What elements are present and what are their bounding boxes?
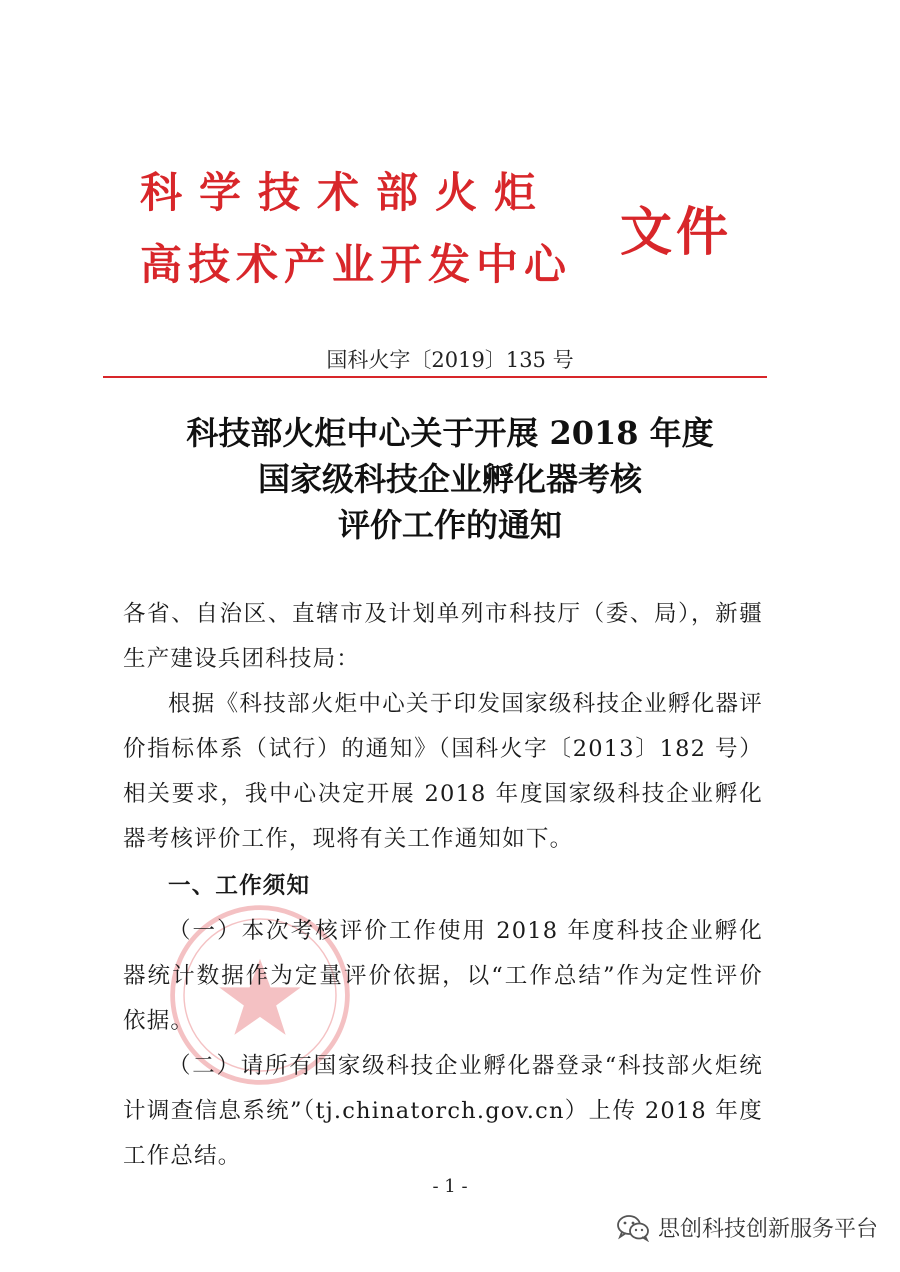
document-title [0, 410, 900, 548]
paragraph-basis: 根据《科技部火炬中心关于印发国家级科技企业孵化器评价指标体系（试行）的通知》（国科火字〔2013〕182 号）相关要求，我中心决定开展 2018 年度国家级科技企业孵化器考核评价工作，现将有关工作通知如下。 [123, 691, 763, 852]
document-body [123, 592, 763, 1179]
item-two: （二）请所有国家级科技企业孵化器登录“科技部火炬统计调查信息系统”（tj.chinatorch.gov.cn）上传 2018 年度工作总结。 [123, 1053, 763, 1169]
page-number: - 1 - [432, 1176, 468, 1197]
wechat-watermark [616, 1212, 878, 1243]
organization-line-1: 科学技术部火炬 [140, 168, 554, 217]
title-line-2: 国家级科技企业孵化器考核 [257, 460, 642, 498]
organization-line-2: 高技术产业开发中心 [140, 240, 573, 289]
title-line-3: 评价工作的通知 [337, 506, 562, 544]
title-line-1: 科技部火炬中心关于开展 2018 年度 [186, 414, 714, 452]
watermark-text: 思创科技创新服务平台 [657, 1217, 878, 1242]
wechat-icon [616, 1214, 650, 1242]
issuing-organization [140, 165, 600, 293]
document-number: 国科火字〔2019〕135 号 [326, 348, 574, 372]
item-one: （一）本次考核评价工作使用 2018 年度科技企业孵化器统计数据作为定量评价依据，以“工作总结”作为定性评价依据。 [123, 918, 763, 1034]
salutation: 各省、自治区、直辖市及计划单列市科技厅（委、局），新疆生产建设兵团科技局： [123, 601, 763, 672]
red-divider-line [103, 376, 767, 378]
document-type-label: 文件 [620, 202, 733, 263]
section-heading: 一、工作须知 [168, 873, 311, 899]
